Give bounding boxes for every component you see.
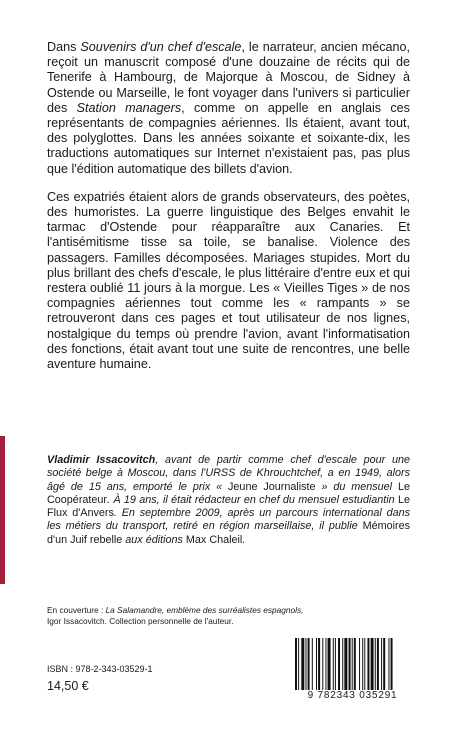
barcode-bar (359, 638, 360, 690)
bio-text-run: , avant de partir comme chef d'escale pour une société belge à Moscou, dans l'URSS de Khrouchtchef, a en 1949, alors âgé de 15 ans, emporté le prix « (47, 454, 410, 493)
barcode-bar (338, 638, 340, 690)
blurb-text-run: , comme on appelle en anglais ces représentants de compagnies aériennes. Ils étaient, avant tout, des polyglottes. Dans les années soixante et soixante-dix, les traductions automatiques sur Internet n'existaient pas, pas plus que l'édition automatique des billets d'avion. (47, 100, 410, 176)
cover-credit-rest: Igor Issacovitch. Collection personnelle de l'auteur. (47, 616, 234, 626)
blurb-italic-run: Souvenirs d'un chef d'escale (80, 40, 242, 54)
author-bio (47, 454, 410, 547)
barcode-bar (342, 638, 343, 690)
blurb-text-run: , le narrateur, ancien mécano, reçoit un manuscrit composé d'une douzaine de récits qui de Tenerife à Hambourg, de Majorque à Moscou, de Sidney à Ostende ou Marseille, le font voyager dans l'univers si particulier des (47, 40, 411, 115)
author-name: Vladimir Issacovitch (47, 454, 156, 466)
barcode-bar (308, 638, 310, 690)
barcode-bar (335, 638, 336, 690)
bio-text-run: aux éditions (122, 533, 186, 546)
barcode-bar (371, 638, 374, 690)
bio-title-run: Mémoires d'un Juif rebelle (47, 520, 410, 546)
cover-credit (47, 605, 417, 627)
blurb-italic-run: Station managers (76, 100, 182, 115)
barcode-bar (318, 638, 320, 690)
barcode-bar (352, 638, 353, 690)
barcode-digits: 9 782343 035291 (285, 690, 420, 701)
bio-title-run: Le Coopérateur (47, 480, 410, 506)
bio-text-run: . À 19 ans, il était rédacteur en chef du mensuel estudiantin (107, 493, 398, 506)
barcode-bars (285, 636, 420, 692)
barcode-bar (364, 638, 365, 690)
bio-title-run: Le Flux d'Anvers (47, 493, 410, 520)
barcode-bar (333, 638, 334, 690)
barcode-bar (312, 638, 313, 690)
blurb-text-run: Dans (47, 40, 81, 54)
blurb (47, 40, 410, 385)
barcode-bar (316, 638, 317, 690)
barcode-bar (295, 638, 297, 690)
bio-text-run: . (242, 533, 246, 546)
barcode-bar (367, 638, 369, 690)
barcode-bar (325, 638, 326, 690)
barcode-bar (298, 638, 299, 690)
barcode-bar (388, 638, 389, 690)
barcode-bar (391, 638, 393, 690)
barcode-bar (354, 638, 356, 690)
bio-title-run: Max Chaleil (185, 533, 243, 546)
barcode-bar (377, 638, 379, 690)
blurb-paragraph-1 (47, 40, 410, 177)
barcode-bar (344, 638, 347, 690)
blurb-paragraph-2: Ces expatriés étaient alors de grands observateurs, des poètes, des humoristes. La guerre linguistique des Belges envahit le tarmac d'Ostende pour réapparaître aux Canaries. Et l'antisémitisme tisse sa toile, se banalise. Violence des passagers. Familles décomposées. Mariages stupides. Mort du plus brillant des chefs d'escale, le plus littéraire d'entre eux et qui restera oublié 11 jours à la morgue. Les « Vieilles Tiges » de nos compagnies aériennes tout comme les « rampants » se retrouveront dans ces pages et tout utilisateur de nos lignes, nostalgique du temps où prendre l'avion, avant l'informatisation des fonctions, était avant tout une suite de rencontres, une belle aventure humaine. (47, 189, 410, 372)
barcode-bar (375, 638, 376, 690)
price: 14,50 € (47, 679, 89, 693)
barcode-bar (306, 638, 307, 690)
barcode-bar (362, 638, 363, 690)
barcode-bar (328, 638, 331, 690)
isbn: ISBN : 978-2-343-03529-1 (47, 664, 153, 674)
bio-text-run: . En septembre 2009, après un parcours international dans les métiers du transport, retiré en région marseillaise, il publie (47, 507, 410, 533)
cover-credit-label: En couverture : (47, 605, 104, 615)
barcode-bar (383, 638, 385, 690)
bio-title-run: Jeune Journaliste (228, 480, 316, 493)
barcode-bar (322, 638, 323, 690)
barcode-bar (301, 638, 304, 690)
barcode-bar (381, 638, 382, 690)
barcode-bar (349, 638, 351, 690)
red-spine-mark (0, 436, 5, 584)
barcode (285, 636, 420, 706)
bio-text-run: » du mensuel (315, 480, 398, 493)
cover-credit-title: La Salamandre, emblème des surréalistes espagnols, (103, 605, 304, 615)
